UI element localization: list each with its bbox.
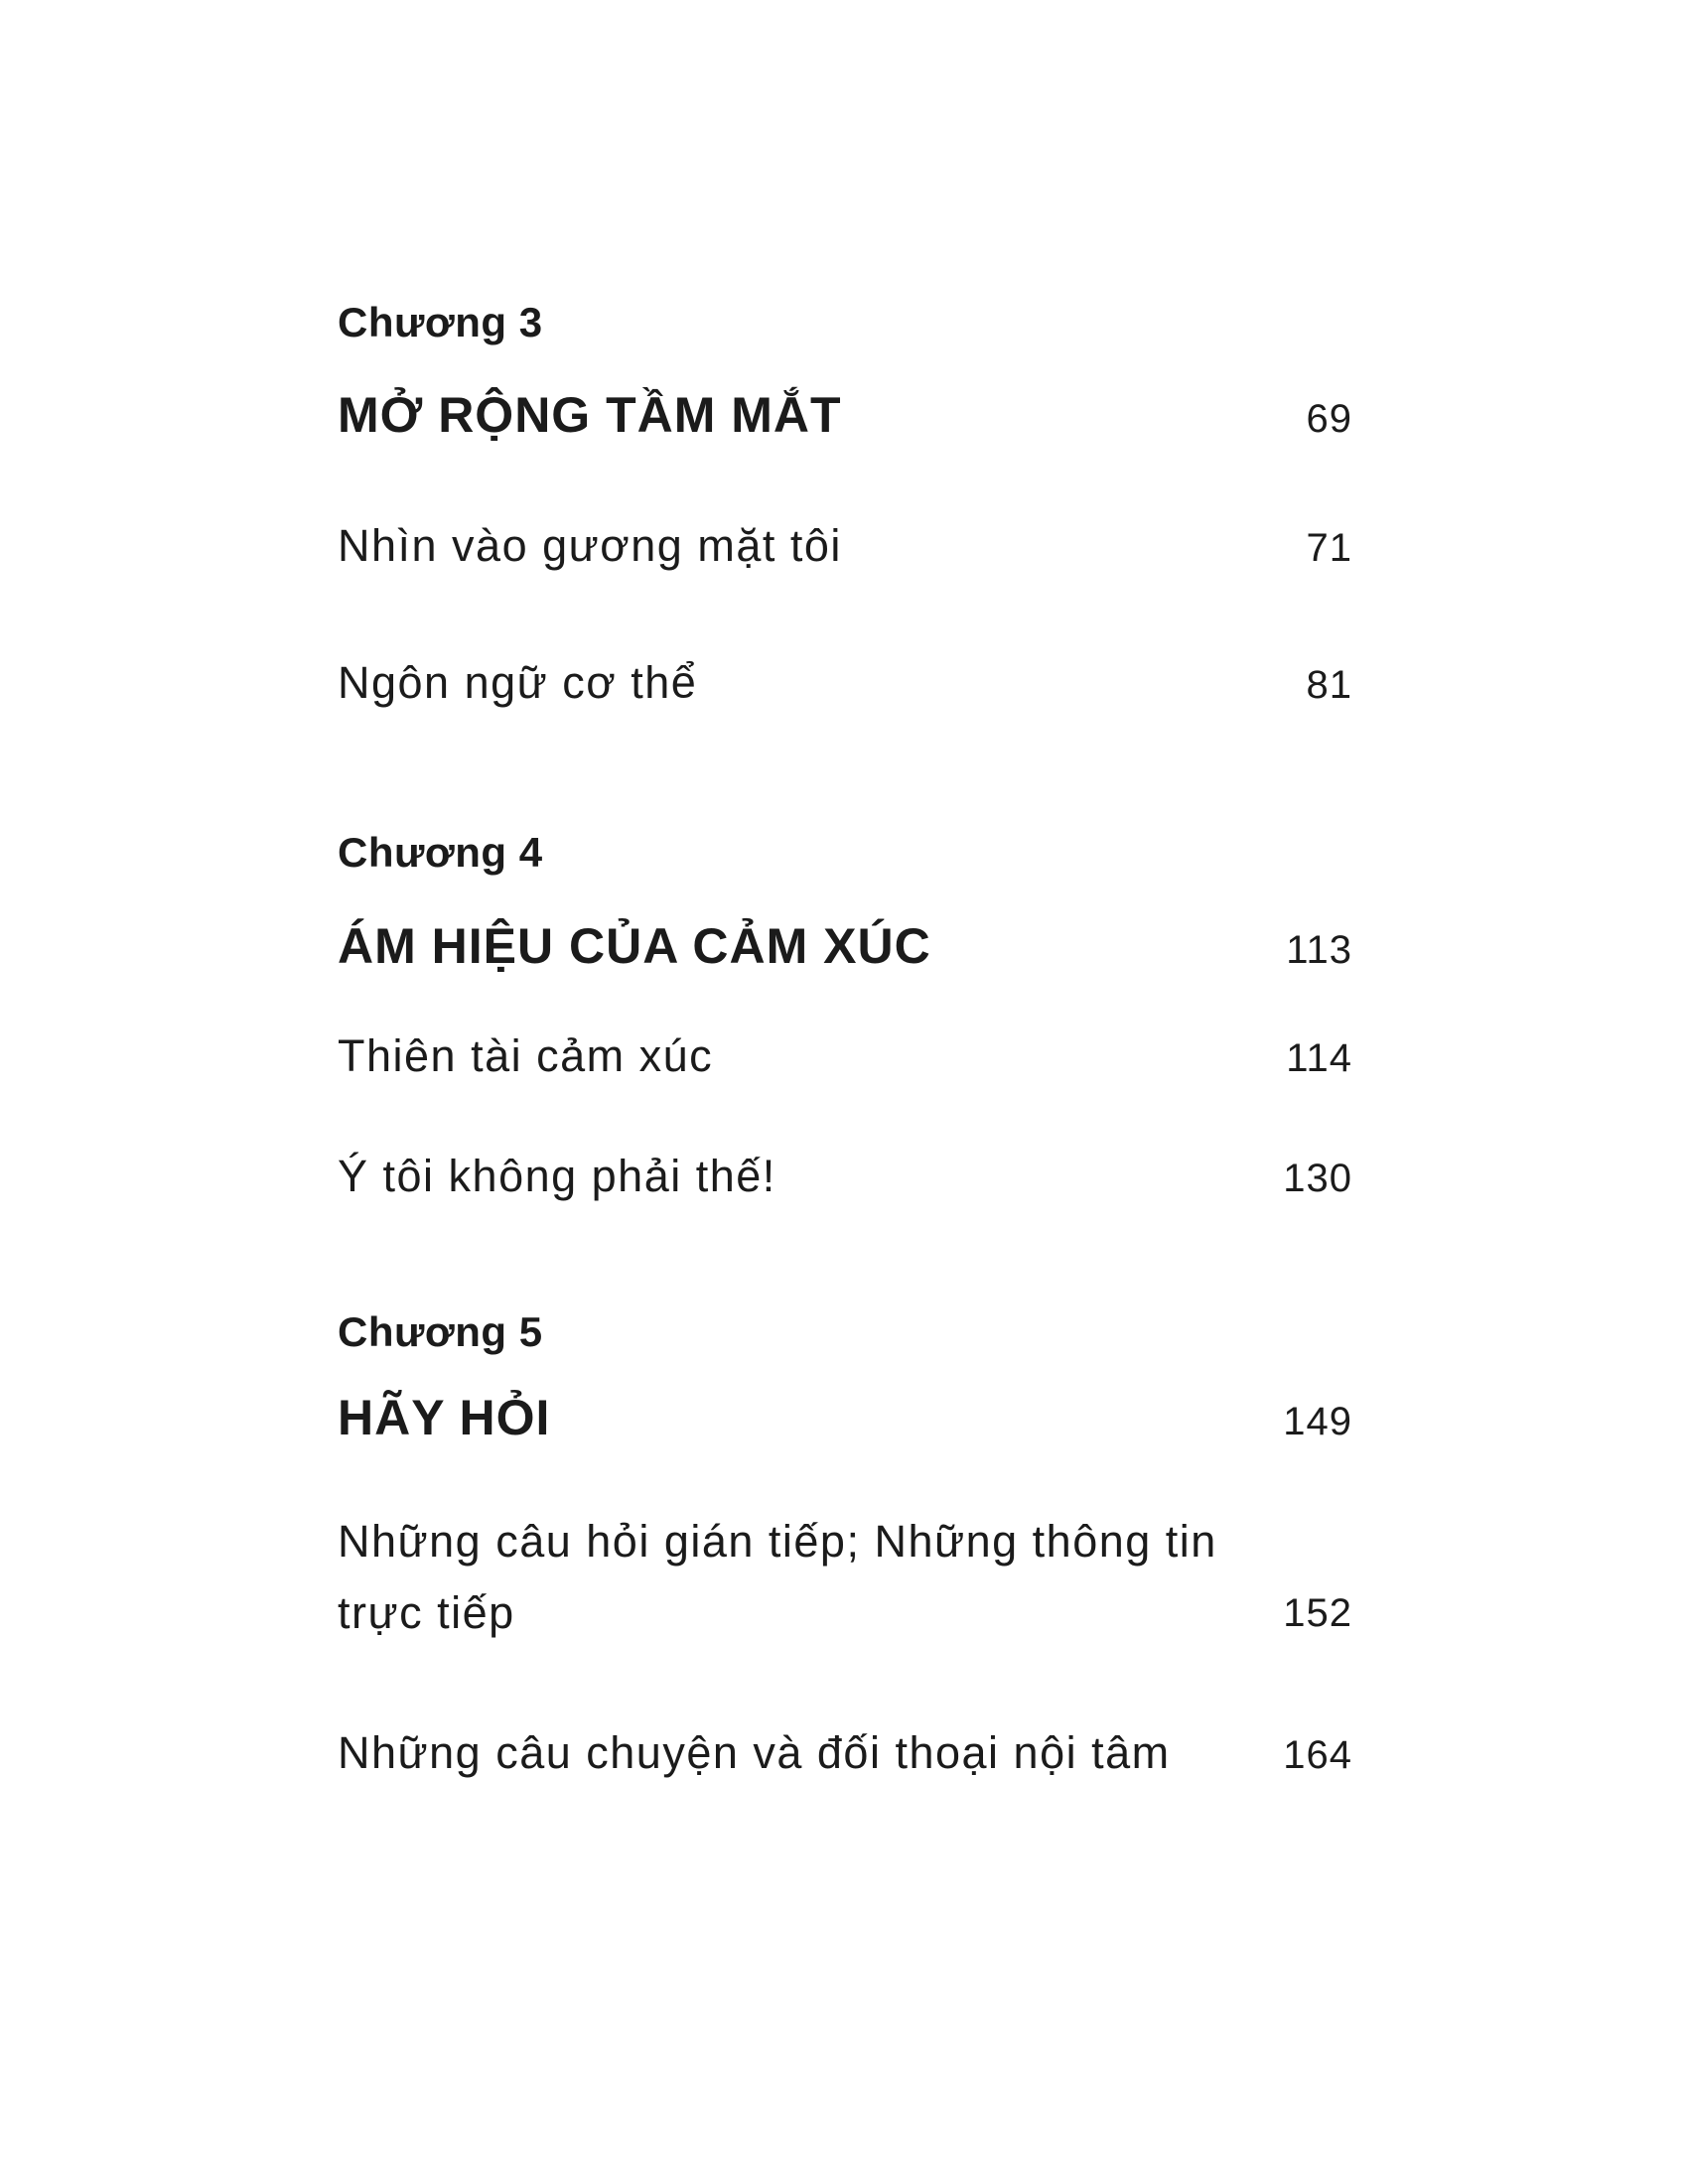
toc-entry-label-line-2: trực tiếp — [338, 1587, 515, 1638]
toc-entry — [338, 1727, 1352, 1779]
toc-entry — [338, 657, 1352, 709]
toc-entry-label: Ý tôi không phải thế! — [338, 1151, 776, 1201]
page-number: 114 — [1286, 1036, 1352, 1080]
page-number: 152 — [1283, 1591, 1352, 1635]
chapter-4-heading — [338, 828, 1352, 878]
toc-entry-label — [338, 1506, 1217, 1649]
chapter-title: MỞ RỘNG TẦM MẮT — [338, 387, 842, 443]
chapter-title: HÃY HỎI — [338, 1390, 551, 1445]
toc-entry-label: Ngôn ngữ cơ thể — [338, 657, 698, 708]
chapter-3-heading — [338, 298, 1352, 347]
page-number: 130 — [1283, 1157, 1352, 1200]
page-number: 81 — [1306, 663, 1352, 707]
page-number: 164 — [1283, 1733, 1352, 1777]
toc-entry — [338, 1151, 1352, 1202]
page-number: 71 — [1306, 526, 1352, 570]
chapter-title: ÁM HIỆU CỦA CẢM XÚC — [338, 918, 931, 974]
chapter-5-heading — [338, 1307, 1352, 1357]
toc-entry-label-line-1: Những câu hỏi gián tiếp; Những thông tin — [338, 1516, 1217, 1567]
chapter-label: Chương 4 — [338, 829, 543, 876]
page-number: 149 — [1283, 1400, 1352, 1443]
toc-entry — [338, 520, 1352, 572]
chapter-label: Chương 5 — [338, 1308, 543, 1355]
page-number: 113 — [1286, 928, 1352, 972]
chapter-4-title-row — [338, 916, 1352, 976]
toc-entry-label: Những câu chuyện và đối thoại nội tâm — [338, 1727, 1171, 1778]
toc-entry — [338, 1030, 1352, 1082]
page-number: 69 — [1306, 397, 1352, 441]
chapter-5-title-row — [338, 1388, 1352, 1447]
chapter-3-title-row — [338, 385, 1352, 445]
toc-entry-label: Nhìn vào gương mặt tôi — [338, 520, 842, 571]
toc-entry-label: Thiên tài cảm xúc — [338, 1030, 714, 1081]
chapter-label: Chương 3 — [338, 299, 543, 345]
toc-entry — [338, 1506, 1352, 1649]
